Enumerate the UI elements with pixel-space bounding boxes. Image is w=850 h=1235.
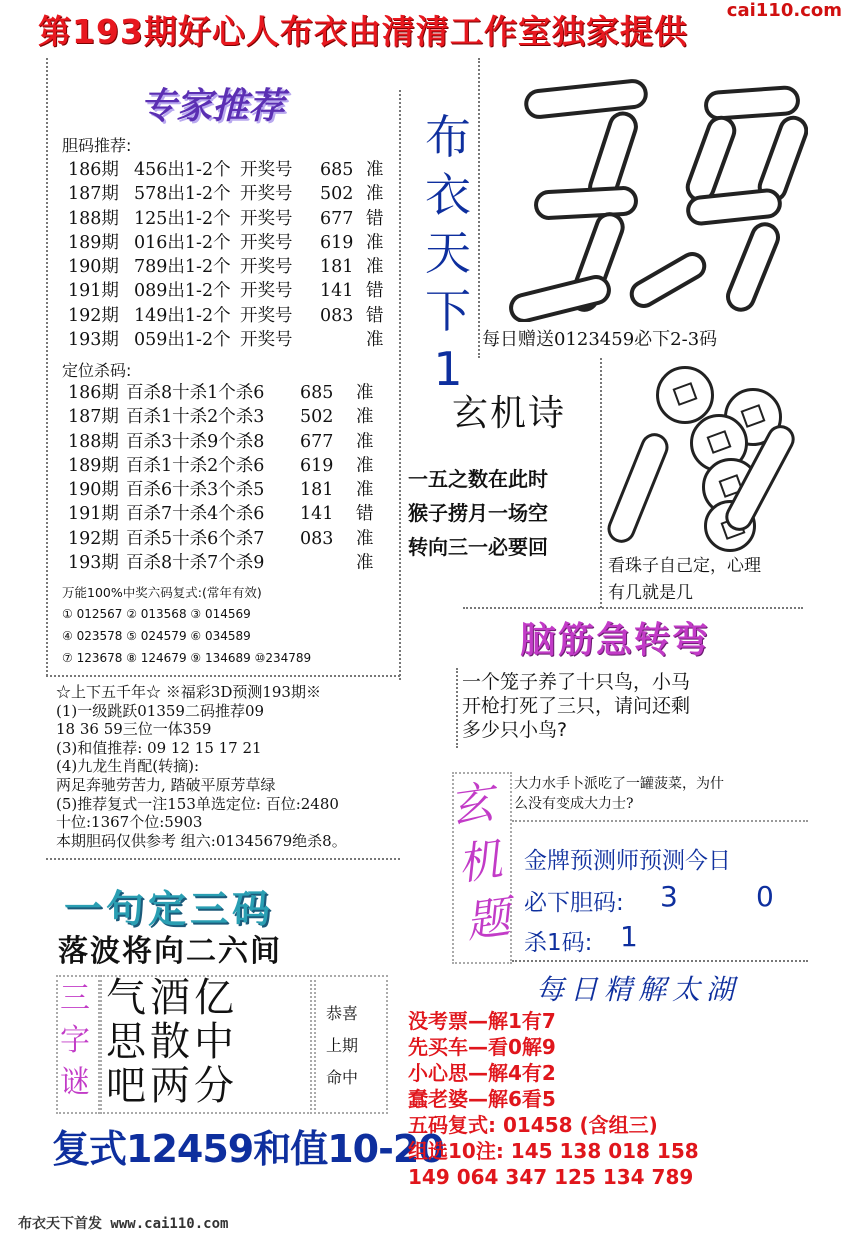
dan-result: 错 [366, 305, 384, 326]
xuanji-shi-poem [408, 462, 548, 564]
kill-period: 190期 [68, 480, 119, 501]
dan-row [62, 182, 397, 206]
footer-text[interactable]: 布衣天下首发 www.cai110.com [18, 1216, 229, 1232]
dan-num: 059出1-2个 [134, 330, 231, 351]
dan-num: 149出1-2个 [134, 305, 231, 326]
kill-period: 193期 [68, 553, 119, 574]
taihu-line: 先买车—看0解9 [408, 1035, 556, 1059]
kill-row [62, 454, 397, 478]
sanzi-side-line: 恭喜 [326, 1004, 359, 1023]
poem-line: 一五之数在此时 [408, 467, 548, 491]
kill-result: 准 [356, 480, 374, 501]
taihu-line: 没考票—解1有7 [408, 1009, 556, 1033]
dan-result: 准 [366, 160, 384, 180]
sanzi-text [106, 976, 238, 1108]
daily-gift: 每日赠送0123459必下2-3码 [482, 329, 718, 350]
kill-result: 错 [356, 504, 374, 525]
poem-line: 猴子捞月一场空 [408, 501, 548, 525]
kill-result: 准 [356, 407, 374, 428]
taihu-line: 蠢老婆—解6看5 [408, 1087, 556, 1111]
dan-row [62, 255, 397, 279]
dan-row [62, 158, 397, 182]
dan-period: 187期 [68, 184, 119, 205]
yiju-banner: 一句定三码 [64, 887, 275, 931]
xuanji-shi-title: 玄机诗 [452, 393, 567, 434]
col-divider-3 [600, 358, 602, 608]
dan-num: 456出1-2个 [134, 160, 231, 180]
dan-row [62, 279, 397, 303]
riddle-line: 大力水手卜派吃了一罐菠菜，为什 [514, 776, 724, 792]
sanzi-line: 气酒亿 [106, 975, 238, 1021]
page-title: 第193期好心人布衣由清清工作室独家提供 [38, 12, 688, 51]
forecast-block [56, 683, 347, 850]
dan-row [62, 207, 397, 231]
dan-result: 准 [366, 257, 384, 278]
kill-kill: 百杀7十杀4个杀6 [126, 504, 265, 525]
buyi-char: 天 [425, 226, 471, 280]
rod-icon [603, 429, 672, 547]
bi-value-1: 3 [660, 880, 678, 913]
kill-result: 准 [356, 528, 374, 549]
kill-open: 677 [300, 431, 334, 452]
dan-period: 193期 [68, 330, 119, 351]
sanzi-side-line: 命中 [326, 1068, 359, 1087]
dan-period: 189期 [68, 232, 119, 253]
expert-banner: 专家推荐 [140, 86, 285, 127]
jinpai-title: 金牌预测师预测今日 [524, 848, 731, 874]
naojin-text [462, 670, 690, 742]
left-border [46, 58, 48, 676]
kill-open: 141 [300, 504, 334, 525]
taihu-line: 五码复式: 01458 (含组三) [408, 1113, 658, 1137]
forecast-line: ☆上下五千年☆ ※福彩3D预测193期※ [56, 683, 321, 701]
dan-open: 619 [320, 232, 354, 253]
naojin-line: 一个笼子养了十只鸟，小马 [462, 671, 691, 693]
dan-list [62, 158, 397, 352]
kill-open: 502 [300, 407, 334, 428]
sanzi-label [60, 978, 90, 1104]
dan-period: 190期 [68, 257, 119, 278]
sanzi-line: 思散中 [106, 1019, 238, 1065]
zhuzi-line: 有几就是几 [608, 583, 693, 603]
forecast-line: (4)九龙生肖配(转摘): [56, 757, 200, 776]
dan-row [62, 328, 397, 352]
dan-label: 开奖号 [240, 184, 293, 205]
dan-open: 141 [320, 281, 354, 302]
dan-heading: 胆码推荐: [62, 136, 132, 155]
taihu-banner: 每日精解太湖 [536, 973, 741, 1006]
dan-num: 125出1-2个 [134, 208, 231, 229]
kill-kill: 百杀6十杀3个杀5 [126, 480, 265, 501]
sanzi-side [326, 998, 358, 1094]
dan-result: 准 [366, 232, 384, 253]
kill-heading: 定位杀码: [62, 361, 132, 380]
riddle-text [514, 774, 724, 814]
taihu-line: 149 064 347 125 134 789 [408, 1165, 694, 1189]
naojin-line: 开枪打死了三只，请问还剩 [462, 695, 691, 717]
forecast-line: (3)和值推荐: 09 12 15 17 21 [56, 738, 262, 757]
sanzi-line: 吧两分 [106, 1063, 238, 1109]
sanzi-label-char: 字 [60, 1023, 90, 1058]
kill-row [62, 502, 397, 526]
poem-line: 转向三一必要回 [408, 535, 548, 559]
buyi-char: 布 [425, 110, 471, 164]
kill-period: 192期 [68, 528, 119, 549]
zhuzi-text [608, 553, 761, 607]
kill-row [62, 430, 397, 454]
six-line-2: ④ 023578 ⑤ 024579 ⑥ 034589 [62, 629, 251, 643]
kill-kill: 百杀3十杀9个杀8 [126, 431, 265, 452]
bi-value-2: 0 [756, 880, 774, 913]
naojin-banner: 脑筋急转弯 [520, 620, 711, 661]
dan-period: 192期 [68, 305, 119, 326]
six-line-1: ① 012567 ② 013568 ③ 014569 [62, 607, 251, 621]
taihu-line: 小心思—解4有2 [408, 1061, 556, 1085]
coins-art [606, 360, 806, 550]
sanzi-label-char: 三 [60, 981, 90, 1016]
sha-label: 杀1码: [524, 930, 593, 956]
dan-open: 677 [320, 208, 354, 229]
big-number-icon [488, 72, 808, 322]
zhuzi-line: 看珠子自己定，心理 [608, 556, 761, 576]
kill-result: 准 [356, 431, 374, 452]
dan-label: 开奖号 [240, 330, 293, 351]
forecast-line: (1)一级跳跃01359二码推荐09 [56, 701, 265, 720]
dan-open: 181 [320, 257, 354, 278]
kill-kill: 百杀8十杀1个杀6 [126, 383, 265, 403]
sha-value: 1 [620, 920, 638, 953]
dan-result: 错 [366, 281, 384, 302]
kill-period: 187期 [68, 407, 119, 428]
big-number-art [488, 72, 808, 322]
h-divider-4 [512, 960, 808, 962]
forecast-line: 两足奔驰劳苦力, 踏破平原芳草绿 [56, 775, 276, 794]
fushi-text: 复式12459和值10-20 [52, 1127, 444, 1171]
kill-open: 619 [300, 455, 334, 476]
xuanji-ti-char: 机 [454, 834, 506, 891]
kill-period: 186期 [68, 383, 119, 403]
kill-kill: 百杀5十杀6个杀7 [126, 528, 265, 549]
sanzi-side-line: 上期 [326, 1036, 359, 1055]
kill-kill: 百杀1十杀2个杀6 [126, 455, 265, 476]
kill-period: 191期 [68, 504, 119, 525]
yiju-text: 落波将向二六间 [58, 934, 282, 969]
kill-row [62, 381, 397, 405]
dan-num: 578出1-2个 [134, 184, 231, 205]
kill-row [62, 527, 397, 551]
kill-kill: 百杀1十杀2个杀3 [126, 407, 265, 428]
h-divider-3 [463, 607, 803, 609]
buyi-vertical [418, 108, 478, 398]
dan-result: 错 [366, 208, 384, 229]
kill-open: 685 [300, 383, 334, 403]
dan-open: 083 [320, 305, 354, 326]
kill-open: 083 [300, 528, 334, 549]
riddle-divider [512, 820, 808, 823]
dan-period: 191期 [68, 281, 119, 302]
dan-label: 开奖号 [240, 160, 293, 180]
forecast-line: 十位:1367个位:5903 [56, 813, 203, 832]
site-tag[interactable]: cai110.com [726, 0, 842, 21]
kill-open: 181 [300, 480, 334, 501]
dan-result: 准 [366, 330, 384, 351]
dan-label: 开奖号 [240, 257, 293, 278]
dan-label: 开奖号 [240, 305, 293, 326]
kill-row [62, 405, 397, 429]
dan-result: 准 [366, 184, 384, 205]
dan-row [62, 231, 397, 255]
kill-result: 准 [356, 455, 374, 476]
riddle-line: 么没有变成大力士? [514, 796, 634, 812]
h-divider-2 [46, 858, 400, 860]
kill-row [62, 551, 397, 575]
six-line-3: ⑦ 123678 ⑧ 124679 ⑨ 134689 ⑩234789 [62, 651, 312, 665]
kill-row [62, 478, 397, 502]
dan-label: 开奖号 [240, 208, 293, 229]
kill-period: 189期 [68, 455, 119, 476]
h-divider-1 [46, 675, 400, 677]
dan-num: 789出1-2个 [134, 257, 231, 278]
xuanji-ti-char: 题 [462, 891, 514, 949]
bi-label: 必下胆码: [524, 890, 624, 916]
kill-list [62, 381, 397, 575]
sanzi-label-char: 谜 [60, 1065, 90, 1100]
forecast-line: 18 36 59三位一体359 [56, 720, 212, 739]
coin-icon [656, 366, 714, 424]
kill-result: 准 [356, 553, 374, 574]
buyi-char: 衣 [425, 168, 471, 222]
xuanji-ti-char: 玄 [446, 776, 498, 834]
kill-period: 188期 [68, 431, 119, 452]
kill-result: 准 [356, 383, 374, 403]
col-divider [399, 90, 401, 680]
naojin-line: 多少只小鸟? [462, 719, 568, 741]
col-divider-2 [478, 58, 480, 358]
forecast-line: (5)推荐复式一注153单选定位: 百位:2480 [56, 794, 339, 813]
dan-open: 502 [320, 184, 354, 205]
buyi-char: 1 [433, 342, 463, 396]
kill-kill: 百杀8十杀7个杀9 [126, 553, 265, 574]
dan-label: 开奖号 [240, 232, 293, 253]
dan-period: 186期 [68, 160, 119, 180]
forecast-line: 本期胆码仅供参考 组六:01345679绝杀8。 [56, 831, 347, 850]
dan-label: 开奖号 [240, 281, 293, 302]
dan-row [62, 304, 397, 328]
buyi-char: 下 [425, 284, 471, 338]
dan-period: 188期 [68, 208, 119, 229]
dan-open: 685 [320, 160, 354, 180]
dan-num: 089出1-2个 [134, 281, 231, 302]
taihu-line: 组选10注: 145 138 018 158 [408, 1139, 699, 1163]
dan-num: 016出1-2个 [134, 232, 231, 253]
six-heading: 万能100%中奖六码复式:(常年有效) [62, 585, 262, 600]
taihu-lines [408, 1008, 699, 1190]
